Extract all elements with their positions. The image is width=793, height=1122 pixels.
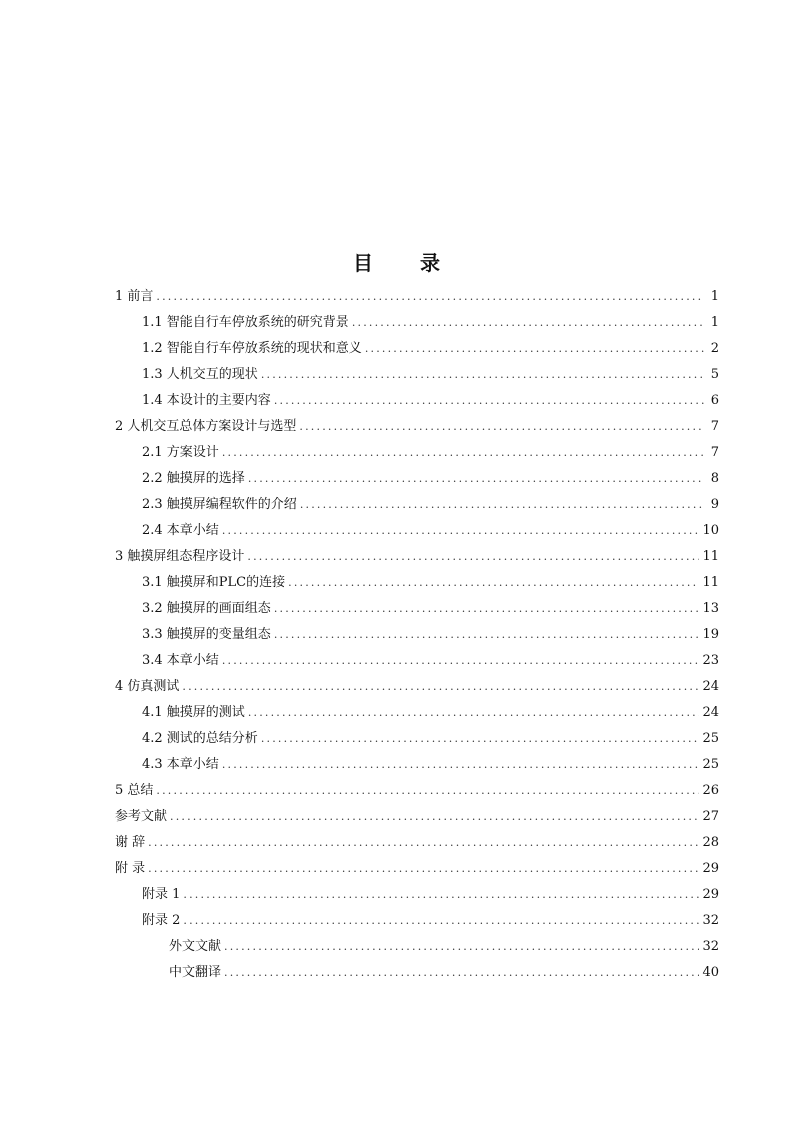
toc-dot-leader <box>148 856 699 882</box>
toc-dot-leader <box>274 622 700 648</box>
toc-entry-page-number: 23 <box>702 653 719 668</box>
toc-entry[interactable] <box>115 778 719 804</box>
toc-dot-leader <box>222 518 700 544</box>
toc-entry-page-number: 29 <box>702 887 719 902</box>
toc-dot-leader <box>224 960 699 986</box>
toc-entry[interactable] <box>115 752 719 778</box>
toc-entry[interactable] <box>115 934 719 960</box>
toc-entry-label: 4.2 测试的总结分析 <box>142 731 258 746</box>
toc-entry-page-number: 11 <box>702 575 719 590</box>
toc-entry-label: 5 总结 <box>115 783 154 798</box>
toc-dot-leader <box>352 310 704 336</box>
toc-entry[interactable] <box>115 518 719 544</box>
toc-entry-page-number: 27 <box>702 809 719 824</box>
toc-entry[interactable] <box>115 414 719 440</box>
toc-entry-page-number: 8 <box>710 471 719 486</box>
toc-entry-page-number: 7 <box>710 445 719 460</box>
toc-entry-label: 附 录 <box>115 861 146 876</box>
toc-entry[interactable] <box>115 856 719 882</box>
toc-entry[interactable] <box>115 648 719 674</box>
toc-dot-leader <box>222 752 700 778</box>
toc-dot-leader <box>288 570 699 596</box>
toc-entry-label: 3.1 触摸屏和PLC的连接 <box>142 575 286 590</box>
toc-dot-leader <box>365 336 704 362</box>
toc-entry-page-number: 32 <box>702 913 719 928</box>
toc-dot-leader <box>156 284 704 310</box>
toc-dot-leader <box>299 414 704 440</box>
toc-entry[interactable] <box>115 544 719 570</box>
toc-dot-leader <box>224 934 699 960</box>
toc-dot-leader <box>248 700 700 726</box>
toc-entry-page-number: 2 <box>710 341 719 356</box>
toc-entry[interactable] <box>115 726 719 752</box>
toc-dot-leader <box>274 388 704 414</box>
toc-entry-label: 3.2 触摸屏的画面组态 <box>142 601 271 616</box>
toc-entry-label: 2.3 触摸屏编程软件的介绍 <box>142 497 297 512</box>
toc-dot-leader <box>261 362 704 388</box>
toc-dot-leader <box>182 674 699 700</box>
toc-dot-leader <box>156 778 699 804</box>
toc-dot-leader <box>170 804 699 830</box>
toc-entry-label: 1.3 人机交互的现状 <box>142 367 258 382</box>
toc-entry-label: 2.4 本章小结 <box>142 523 219 538</box>
toc-entry-label: 2.2 触摸屏的选择 <box>142 471 245 486</box>
toc-entry-label: 4.3 本章小结 <box>142 757 219 772</box>
toc-entry-label: 3.4 本章小结 <box>142 653 219 668</box>
toc-entry-label: 1.2 智能自行车停放系统的现状和意义 <box>142 341 362 356</box>
toc-entry-label: 3.3 触摸屏的变量组态 <box>142 627 271 642</box>
toc-dot-leader <box>274 596 700 622</box>
toc-entry-label: 中文翻译 <box>169 965 222 980</box>
toc-entry-page-number: 1 <box>710 289 719 304</box>
toc-entry[interactable] <box>115 674 719 700</box>
toc-entry-page-number: 40 <box>702 965 719 980</box>
toc-entry[interactable] <box>115 388 719 414</box>
toc-entry[interactable] <box>115 570 719 596</box>
toc-entry-label: 参考文献 <box>115 809 168 824</box>
toc-entry[interactable] <box>115 908 719 934</box>
toc-entry-page-number: 5 <box>710 367 719 382</box>
toc-dot-leader <box>183 908 699 934</box>
toc-entry-page-number: 25 <box>702 731 719 746</box>
toc-entry-page-number: 24 <box>702 679 719 694</box>
toc-entry-page-number: 13 <box>702 601 719 616</box>
toc-entry[interactable] <box>115 830 719 856</box>
toc-entry-label: 外文文献 <box>169 939 222 954</box>
toc-entry-label: 4.1 触摸屏的测试 <box>142 705 245 720</box>
toc-entry-label: 3 触摸屏组态程序设计 <box>115 549 245 564</box>
toc-entry-label: 附录 1 <box>142 887 181 902</box>
toc-entry-page-number: 6 <box>710 393 719 408</box>
toc-entry[interactable] <box>115 310 719 336</box>
toc-entry-page-number: 1 <box>710 315 719 330</box>
toc-list <box>115 284 719 986</box>
toc-entry-page-number: 10 <box>702 523 719 538</box>
toc-entry-page-number: 25 <box>702 757 719 772</box>
toc-dot-leader <box>222 440 704 466</box>
toc-dot-leader <box>222 648 700 674</box>
toc-entry[interactable] <box>115 492 719 518</box>
toc-entry[interactable] <box>115 700 719 726</box>
toc-entry[interactable] <box>115 284 719 310</box>
toc-entry-page-number: 19 <box>702 627 719 642</box>
toc-entry[interactable] <box>115 960 719 986</box>
toc-entry-label: 谢 辞 <box>115 835 146 850</box>
toc-dot-leader <box>300 492 704 518</box>
toc-dot-leader <box>247 544 699 570</box>
toc-entry-page-number: 9 <box>710 497 719 512</box>
toc-entry[interactable] <box>115 440 719 466</box>
toc-entry[interactable] <box>115 882 719 908</box>
toc-entry-page-number: 11 <box>702 549 719 564</box>
toc-entry[interactable] <box>115 596 719 622</box>
toc-entry-label: 2.1 方案设计 <box>142 445 219 460</box>
toc-entry-label: 附录 2 <box>142 913 181 928</box>
toc-dot-leader <box>148 830 699 856</box>
toc-entry-page-number: 7 <box>710 419 719 434</box>
toc-entry[interactable] <box>115 622 719 648</box>
toc-entry-page-number: 32 <box>702 939 719 954</box>
toc-entry-label: 4 仿真测试 <box>115 679 180 694</box>
toc-entry-page-number: 26 <box>702 783 719 798</box>
toc-dot-leader <box>248 466 704 492</box>
toc-title: 目 录 <box>353 251 460 275</box>
toc-entry-label: 2 人机交互总体方案设计与选型 <box>115 419 297 434</box>
toc-entry-page-number: 24 <box>702 705 719 720</box>
toc-entry-label: 1 前言 <box>115 289 154 304</box>
toc-dot-leader <box>183 882 699 908</box>
toc-entry-label: 1.4 本设计的主要内容 <box>142 393 271 408</box>
toc-entry-label: 1.1 智能自行车停放系统的研究背景 <box>142 315 349 330</box>
toc-entry[interactable] <box>115 336 719 362</box>
toc-entry[interactable] <box>115 466 719 492</box>
toc-entry-page-number: 28 <box>702 835 719 850</box>
toc-entry[interactable] <box>115 362 719 388</box>
toc-entry[interactable] <box>115 804 719 830</box>
toc-dot-leader <box>261 726 700 752</box>
toc-entry-page-number: 29 <box>702 861 719 876</box>
